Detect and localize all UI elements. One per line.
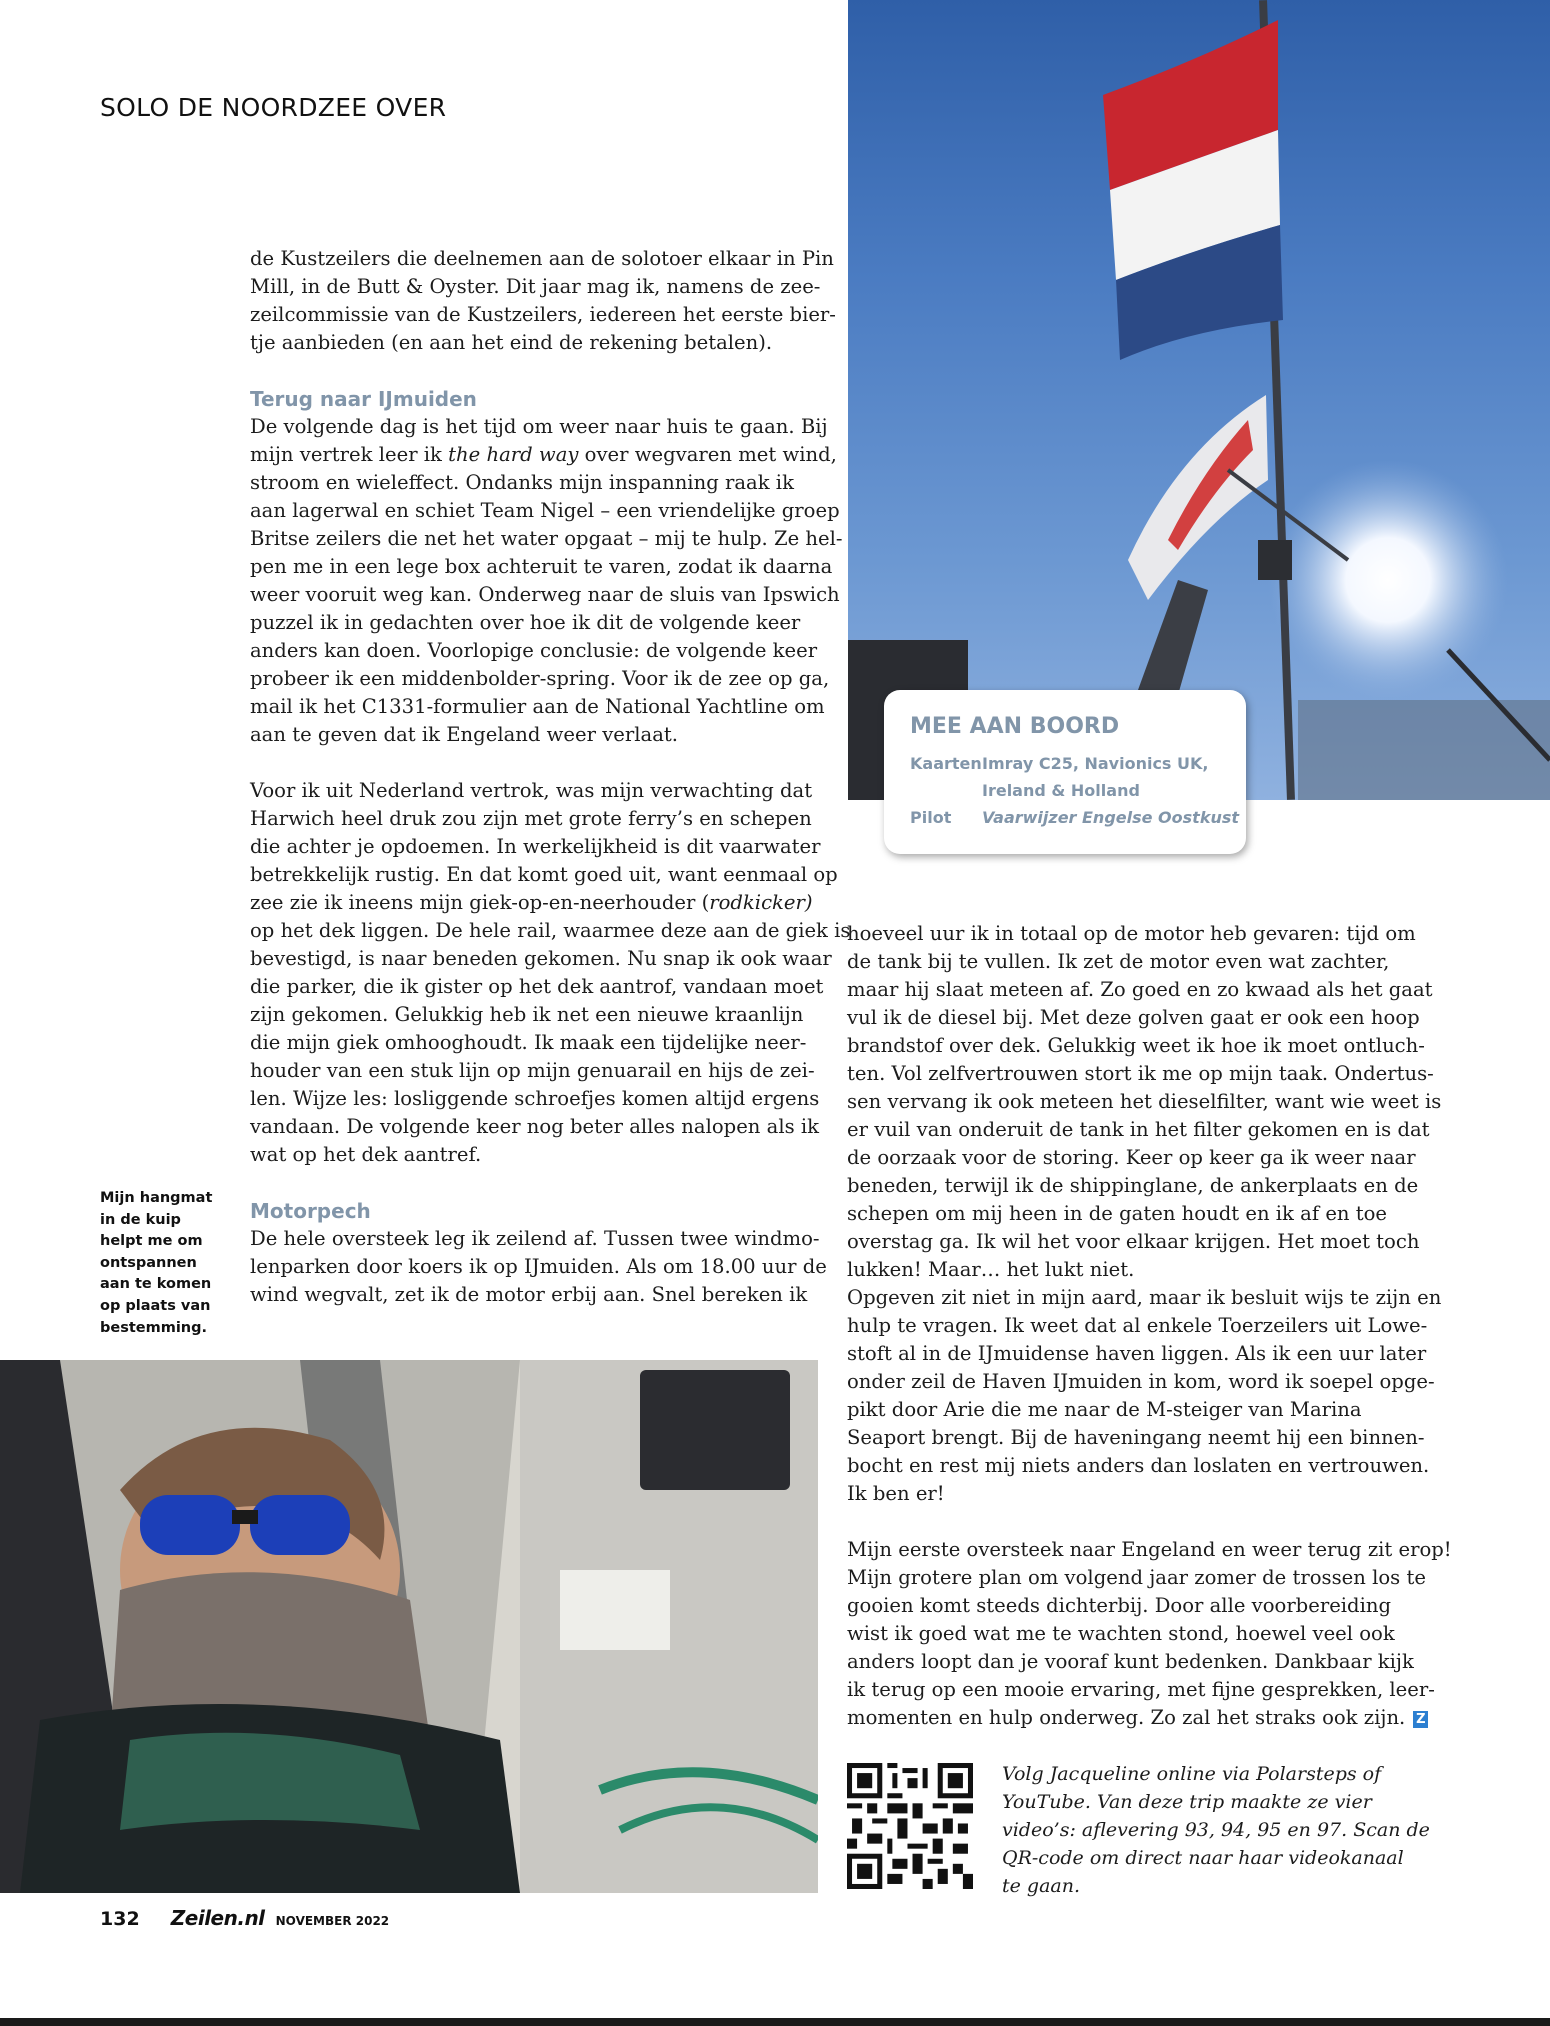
text-line: overstag ga. Ik wil het voor elkaar krijgen. Het moet toch [847, 1230, 1420, 1253]
flag-photo [848, 0, 1550, 800]
text-line: pikt door Arie die me naar de M-steiger van Marina [847, 1398, 1362, 1421]
text-line: probeer ik een middenbolder-spring. Voor ik de zee op ga, [250, 667, 830, 690]
text-line: anders kan doen. Voorlopige conclusie: de volgende keer [250, 639, 818, 662]
paragraph-gap [847, 1508, 1427, 1536]
text-line: Volg Jacqueline online via Polarsteps of [1002, 1763, 1382, 1785]
text-line: wist ik goed wat me te wachten stond, hoewel veel ook [847, 1622, 1395, 1645]
text-line [250, 889, 820, 917]
text-line: ik terug op een mooie ervaring, met fijne gesprekken, leer- [847, 1678, 1435, 1701]
text-span: mijn vertrek leer ik [250, 443, 449, 466]
text-line: houder van een stuk lijn op mijn genuarail en hijs de zei- [250, 1059, 815, 1082]
text-line: lukken! Maar… het lukt niet. [847, 1258, 1135, 1281]
caption-line: aan te komen [100, 1276, 212, 1293]
qr-note [1002, 1760, 1430, 1900]
text-line: stroom en wieleffect. Ondanks mijn inspanning raak ik [250, 471, 794, 494]
flag-photo-illustration [848, 0, 1550, 800]
text-line: zeilcommissie van de Kustzeilers, iedereen het eerste bier- [250, 303, 836, 326]
heading-motorpech: Motorpech [250, 1199, 371, 1223]
page-footer [100, 1906, 389, 1930]
text-line: video’s: aflevering 93, 94, 95 en 97. Scan de [1002, 1819, 1430, 1841]
qr-code-icon[interactable] [847, 1763, 973, 1889]
text-line: YouTube. Van deze trip maakte ze vier [1002, 1791, 1372, 1813]
text-span: over wegvaren met wind, [578, 443, 837, 466]
text-line: die achter je opdoemen. In werkelijkheid is dit vaarwater [250, 835, 821, 858]
text-line: wind wegvalt, zet ik de motor erbij aan. Snel bereken ik [250, 1283, 808, 1306]
bottom-rule [0, 2018, 1550, 2026]
magazine-brand: Zeilen.nl [170, 1906, 265, 1930]
text-line: aan lagerwal en schiet Team Nigel – een vriendelijke groep [250, 499, 840, 522]
column-left-body [250, 413, 851, 1169]
caption-line: in de kuip [100, 1211, 181, 1228]
text-line: gooien komt steeds dichterbij. Door alle voorbereiding [847, 1594, 1392, 1617]
column-left-intro [250, 245, 836, 357]
text-line: die mijn giek omhooghoudt. Ik maak een tijdelijke neer- [250, 1031, 807, 1054]
text-line: op het dek liggen. De hele rail, waarmee deze aan de giek is [250, 919, 851, 942]
text-line: Ik ben er! [847, 1482, 945, 1505]
text-line: bevestigd, is naar beneden gekomen. Nu snap ik ook waar [250, 947, 832, 970]
caption-line: op plaats van [100, 1297, 211, 1314]
section-title: SOLO DE NOORDZEE OVER [100, 93, 447, 122]
text-line: de oorzaak voor de storing. Keer op keer ga ik weer naar [847, 1146, 1416, 1169]
text-span: momenten en hulp onderweg. Zo zal het straks ook zijn. [847, 1706, 1406, 1729]
text-line: De volgende dag is het tijd om weer naar huis te gaan. Bij [250, 415, 828, 438]
text-line: de Kustzeilers die deelnemen aan de solotoer elkaar in Pin [250, 247, 834, 270]
text-line: stoft al in de IJmuidense haven liggen. Als ik een uur later [847, 1342, 1427, 1365]
text-line: Mill, in de Butt & Oyster. Dit jaar mag ik, namens de zee- [250, 275, 821, 298]
hammock-photo [0, 1360, 818, 1893]
text-line [250, 441, 837, 469]
text-line: wat op het dek aantref. [250, 1143, 482, 1166]
info-box-mee-aan-boord [884, 690, 1246, 854]
caption-line: Mijn hangmat [100, 1190, 213, 1206]
kaarten-value-line1: Imray C25, Navionics UK, [982, 754, 1209, 773]
text-line: Mijn grotere plan om volgend jaar zomer de trossen los te [847, 1566, 1426, 1589]
text-line: vul ik de diesel bij. Met deze golven gaat er ook een hoop [847, 1006, 1420, 1029]
text-line: tje aanbieden (en aan het eind de rekening betalen). [250, 331, 773, 354]
text-line: mail ik het C1331-formulier aan de National Yachtline om [250, 695, 825, 718]
text-line: ten. Vol zelfvertrouwen stort ik me op mijn taak. Ondertus- [847, 1062, 1434, 1085]
kaarten-label: Kaarten [910, 754, 982, 773]
text-line: Voor ik uit Nederland vertrok, was mijn verwachting dat [250, 779, 813, 802]
text-line: betrekkelijk rustig. En dat komt goed uit, want eenmaal op [250, 863, 838, 886]
photo-caption [100, 1188, 212, 1339]
text-span: zee zie ik ineens mijn giek-op-en-neerhouder ( [250, 891, 710, 914]
text-line: puzzel ik in gedachten over hoe ik dit de volgende keer [250, 611, 801, 634]
text-line: Mijn eerste oversteek naar Engeland en weer terug zit erop! [847, 1538, 1452, 1561]
text-line: hoeveel uur ik in totaal op de motor heb gevaren: tijd om [847, 922, 1416, 945]
text-line: te gaan. [1002, 1875, 1081, 1897]
text-line: Seaport brengt. Bij de haveningang neemt hij een binnen- [847, 1426, 1425, 1449]
caption-line: ontspannen [100, 1254, 197, 1271]
text-line: anders loopt dan je vooraf kunt bedenken. Dankbaar kijk [847, 1650, 1414, 1673]
text-line: vandaan. De volgende keer nog beter alles nalopen als ik [250, 1115, 820, 1138]
column-right-body [847, 920, 1452, 1732]
text-line: Harwich heel druk zou zijn met grote ferry’s en schepen [250, 807, 812, 830]
text-line: bocht en rest mij niets anders dan loslaten en vertrouwen. [847, 1454, 1430, 1477]
text-line: sen vervang ik ook meteen het dieselfilter, want wie weet is [847, 1090, 1442, 1113]
page-number: 132 [100, 1908, 140, 1930]
kaarten-value-line2: Ireland & Holland [982, 781, 1140, 800]
text-line: brandstof over dek. Gelukkig weet ik hoe ik moet ontluch- [847, 1034, 1425, 1057]
text-line: die parker, die ik gister op het dek aantrof, vandaan moet [250, 975, 824, 998]
text-line: pen me in een lege box achteruit te varen, zodat ik daarna [250, 555, 833, 578]
heading-terug-naar-ijmuiden: Terug naar IJmuiden [250, 387, 477, 411]
text-line: aan te geven dat ik Engeland weer verlaat. [250, 723, 678, 746]
text-line: Opgeven zit niet in mijn aard, maar ik besluit wijs te zijn en [847, 1286, 1442, 1309]
issue-month: NOVEMBER 2022 [275, 1914, 390, 1928]
text-line: maar hij slaat meteen af. Zo goed en zo kwaad als het gaat [847, 978, 1433, 1001]
text-line: De hele oversteek leg ik zeilend af. Tussen twee windmo- [250, 1227, 820, 1250]
text-line: schepen om mij heen in de gaten houdt en ik af en toe [847, 1202, 1388, 1225]
italic-phrase: the hard way [448, 443, 579, 466]
caption-line: bestemming. [100, 1319, 208, 1336]
text-line: beneden, terwijl ik de shippinglane, de ankerplaats en de [847, 1174, 1419, 1197]
text-line: lenparken door koers ik op IJmuiden. Als om 18.00 uur de [250, 1255, 827, 1278]
info-box-title: MEE AAN BOORD [910, 714, 1120, 739]
text-line: de tank bij te vullen. Ik zet de motor even wat zachter, [847, 950, 1390, 973]
pilot-value: Vaarwijzer Engelse Oostkust [982, 808, 1240, 827]
text-line: weer vooruit weg kan. Onderweg naar de sluis van Ipswich [250, 583, 840, 606]
text-line: len. Wijze les: losliggende schroefjes komen altijd ergens [250, 1087, 820, 1110]
text-line: onder zeil de Haven IJmuiden in kom, word ik soepel opge- [847, 1370, 1435, 1393]
text-line: hulp te vragen. Ik weet dat al enkele Toerzeilers uit Lowe- [847, 1314, 1428, 1337]
column-left-motorpech [250, 1225, 827, 1309]
text-line: zijn gekomen. Gelukkig heb ik net een nieuwe kraanlijn [250, 1003, 804, 1026]
hammock-photo-illustration [0, 1360, 818, 1893]
end-mark-icon: Z [1413, 1711, 1428, 1728]
text-line [847, 1704, 1427, 1732]
pilot-label: Pilot [910, 808, 952, 827]
text-line: Britse zeilers die net het water opgaat – mij te hulp. Ze hel- [250, 527, 843, 550]
caption-line: helpt me om [100, 1233, 203, 1250]
text-line: er vuil van onderuit de tank in het filter gekomen en is dat [847, 1118, 1430, 1141]
paragraph-gap [250, 749, 820, 777]
italic-phrase: rodkicker) [709, 891, 813, 914]
text-line: QR-code om direct naar haar videokanaal [1002, 1847, 1404, 1869]
